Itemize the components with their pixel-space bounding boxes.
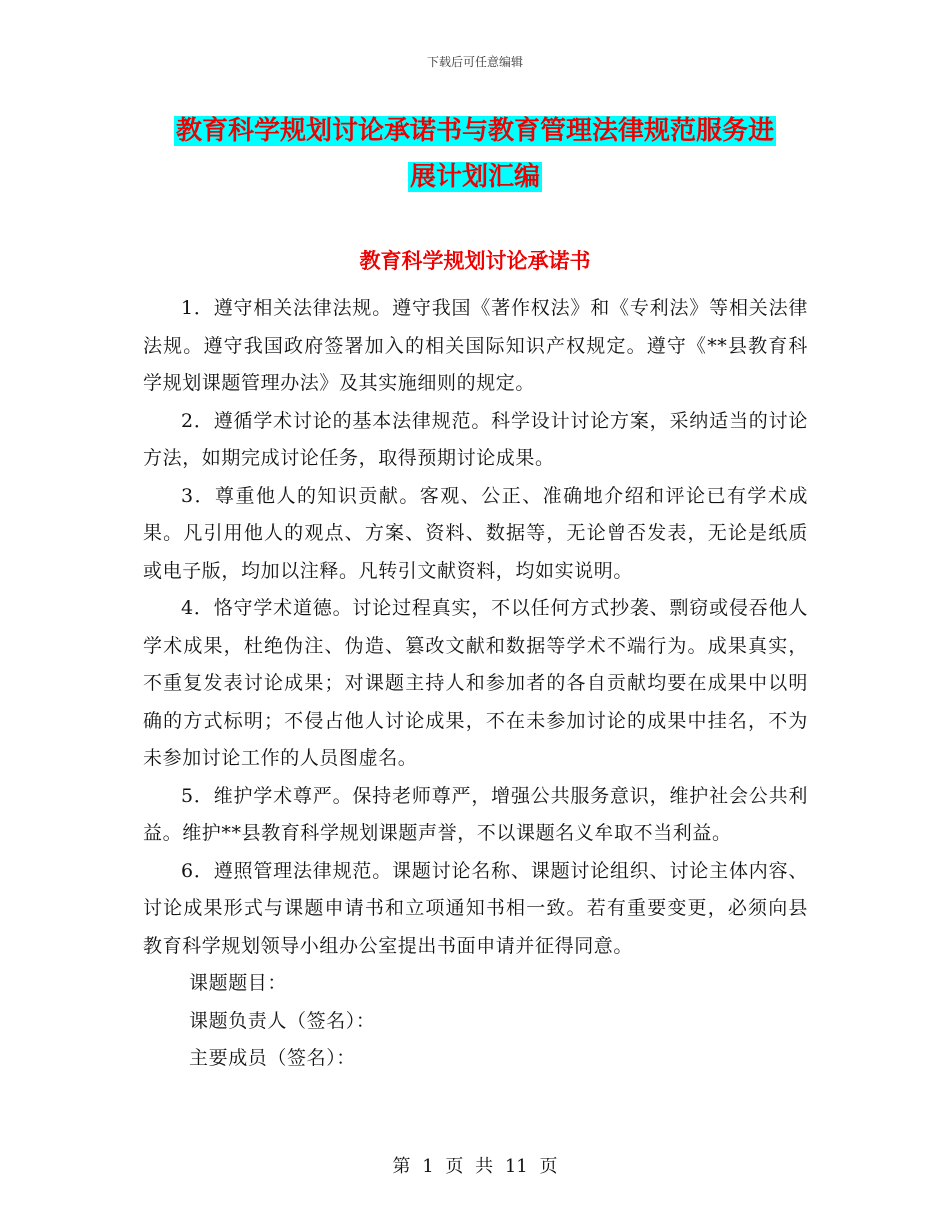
paragraph-6: 6．遵照管理法律规范。课题讨论名称、课题讨论组织、讨论主体内容、讨论成果形式与课题申请书和立项通知书相一致。若有重要变更，必须向县教育科学规划领导小组办公室提出书面申请并征得同意。 xyxy=(143,859,808,957)
page-footer: 第 1 页 共 11 页 xyxy=(392,1156,558,1177)
section-title: 教育科学规划讨论承诺书 xyxy=(359,249,591,273)
paragraph-4: 4．恪守学术道德。讨论过程真实，不以任何方式抄袭、剽窃或侵吞他人学术成果，杜绝伪注、伪造、篡改文献和数据等学术不端行为。成果真实，不重复发表讨论成果；对课题主持人和参加者的各自贡献均要在成果中以明确的方式标明；不侵占他人讨论成果，不在未参加讨论的成果中挂名，不为未参加讨论工作的人员图虚名。 xyxy=(143,597,808,769)
document-title xyxy=(0,108,950,200)
paragraph-5: 5．维护学术尊严。保持老师尊严，增强公共服务意识，维护社会公共利益。维护**县教育科学规划课题声誉，不以课题名义牟取不当利益。 xyxy=(143,784,808,844)
document-title-line-2: 展计划汇编 xyxy=(409,162,540,192)
signature-line-leader: 课题负责人（签名）： xyxy=(189,1009,376,1032)
paragraph-2: 2．遵循学术讨论的基本法律规范。科学设计讨论方案，采纳适当的讨论方法，如期完成讨论任务，取得预期讨论成果。 xyxy=(143,409,808,469)
header-note: 下载后可任意编辑 xyxy=(426,55,523,69)
signature-line-topic: 课题题目： xyxy=(189,972,288,994)
document-body xyxy=(143,290,808,1078)
signature-line-members: 主要成员（签名）： xyxy=(189,1047,356,1069)
document-title-line-1: 教育科学规划讨论承诺书与教育管理法律规范服务进 xyxy=(175,116,774,146)
paragraph-1: 1．遵守相关法律法规。遵守我国《著作权法》和《专利法》等相关法律法规。遵守我国政府签署加入的相关国际知识产权规定。遵守《**县教育科学规划课题管理办法》及其实施细则的规定。 xyxy=(143,297,808,394)
paragraph-3: 3．尊重他人的知识贡献。客观、公正、准确地介绍和评论已有学术成果。凡引用他人的观点、方案、资料、数据等，无论曾否发表，无论是纸质或电子版，均加以注释。凡转引文献资料，均如实说明。 xyxy=(143,484,808,582)
